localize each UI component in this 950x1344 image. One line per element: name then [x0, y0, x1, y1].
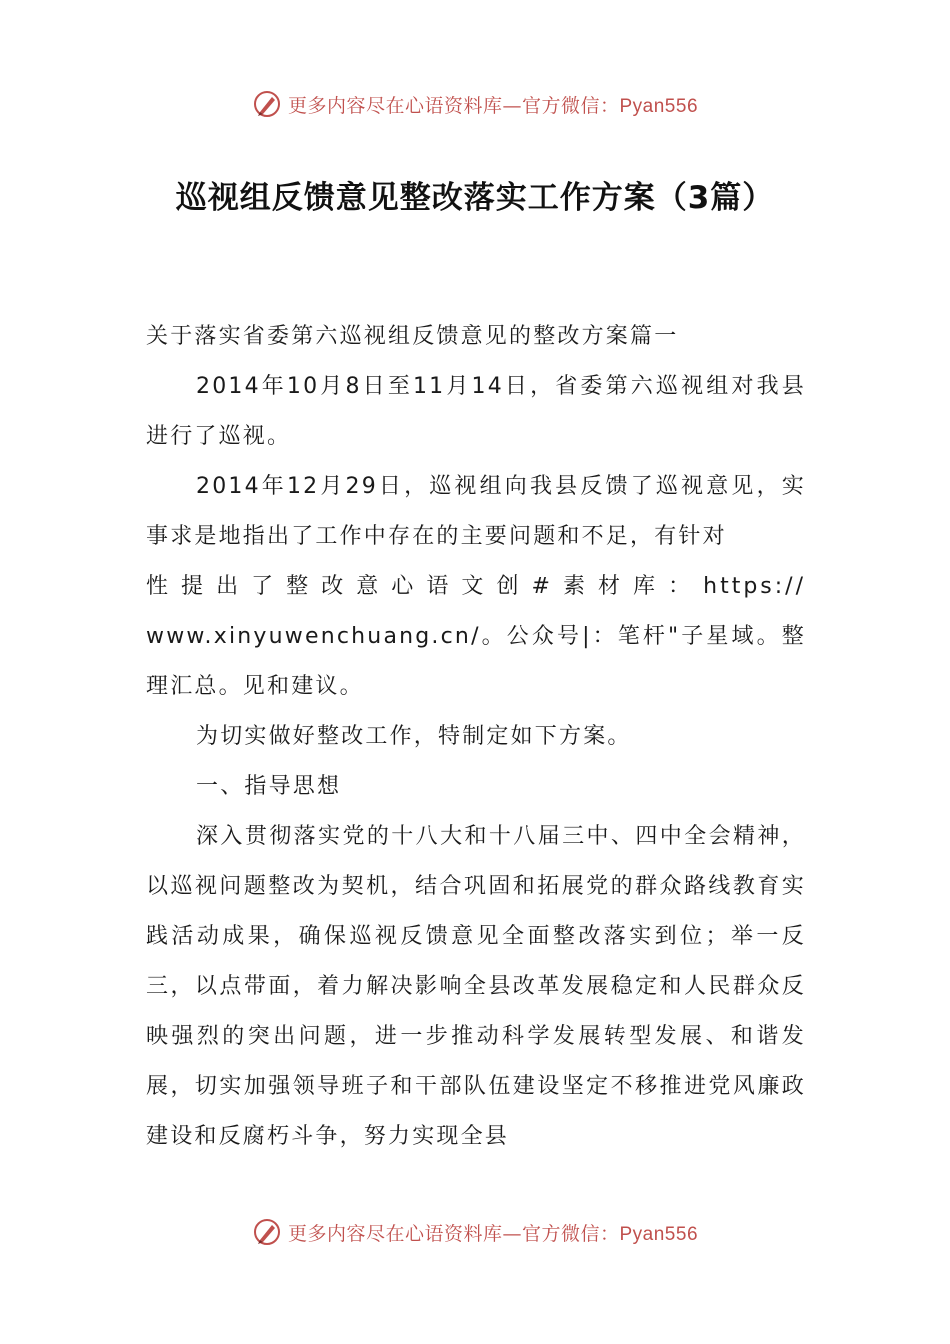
paragraph-continuation: 性提出了整改意心语文创#素材库：https:// [146, 574, 806, 599]
paragraph: 2014年10月8日至11月14日，省委第六巡视组对我县进行了巡视。 [146, 374, 806, 449]
watermark-text: 更多内容尽在心语资料库—官方微信：Pyan556 [287, 94, 699, 117]
document-body [146, 312, 806, 1162]
paragraph-continuation: www.xinyuwenchuang.cn/。公众号|：笔杆"子星域。整理汇总。见和建议。 [146, 624, 806, 699]
document-title: 巡视组反馈意见整改落实工作方案（3篇） [175, 180, 775, 216]
section-heading: 关于落实省委第六巡视组反馈意见的整改方案篇一 [146, 324, 679, 349]
paragraph: 深入贯彻落实党的十八大和十八届三中、四中全会精神，以巡视问题整改为契机，结合巩固和拓展党的群众路线教育实践活动成果，确保巡视反馈意见全面整改落实到位；举一反三，以点带面，着力解决影响全县改革发展稳定和人民群众反映强烈的突出问题，进一步推动科学发展转型发展、和谐发展，切实加强领导班子和干部队伍建设坚定不移推进党风廉政建设和反腐朽斗争，努力实现全县 [146, 824, 806, 1149]
pen-logo-icon [252, 89, 282, 119]
watermark-footer [0, 1212, 950, 1252]
paragraph: 2014年12月29日，巡视组向我县反馈了巡视意见，实事求是地指出了工作中存在的主要问题和不足，有针对 [146, 474, 806, 549]
section-heading: 一、指导思想 [196, 774, 342, 799]
watermark-header [0, 84, 950, 124]
watermark-text: 更多内容尽在心语资料库—官方微信：Pyan556 [287, 1222, 699, 1245]
pen-logo-icon [252, 1217, 282, 1247]
paragraph: 为切实做好整改工作，特制定如下方案。 [196, 724, 632, 749]
